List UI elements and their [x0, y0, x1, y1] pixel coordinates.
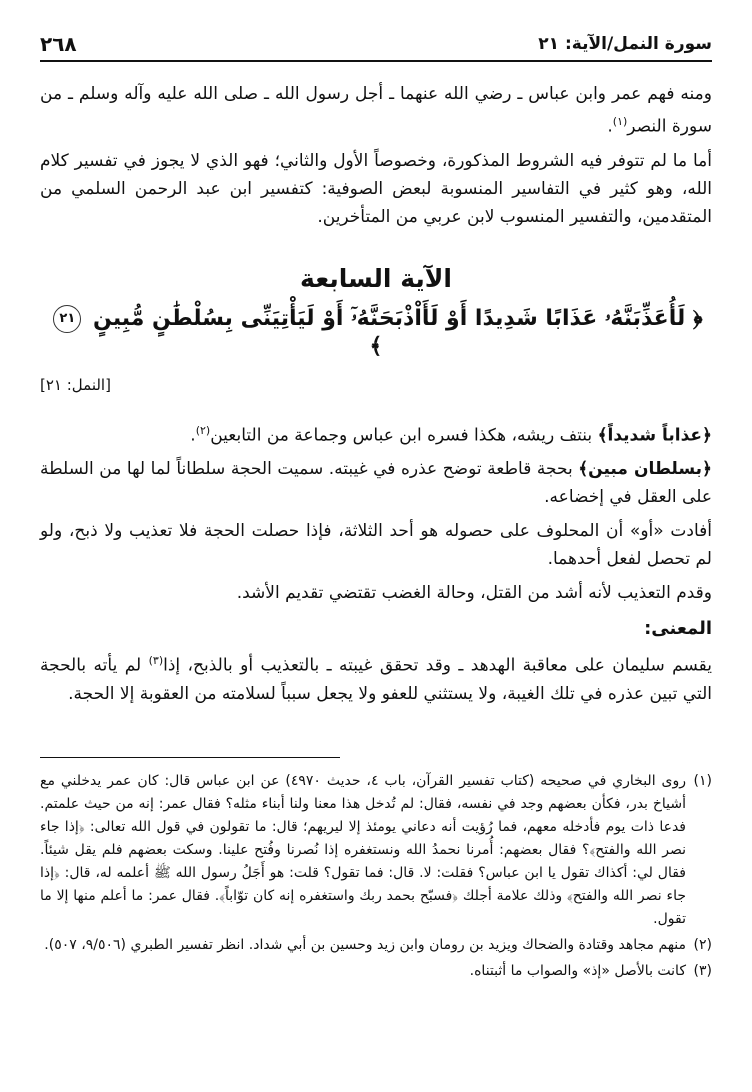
- verse-reference: [النمل: ٢١]: [40, 375, 111, 394]
- header-rule: [40, 60, 712, 62]
- quran-verse: [40, 305, 712, 361]
- page-header: [40, 28, 712, 58]
- footnote-2: [40, 934, 712, 957]
- gloss-2: ﴿بسلطان مبين﴾ بحجة قاطعة توضح عذره في غيبته. سميت الحجة سلطاناً لما لها من السلطة على العقل في إخضاعه.: [40, 459, 712, 508]
- gloss-1: ﴿عذاباً شديداً﴾ بنتف ريشه، هكذا فسره ابن عباس وجماعة من التابعين$^{(٢)}$.: [190, 423, 712, 446]
- running-title: سورة النمل/الآية: ٢١: [538, 34, 712, 54]
- gloss-2-term: ﴿بسلطان مبين﴾: [578, 459, 712, 480]
- footnote-number: (٢): [693, 937, 712, 953]
- intro-paragraph-2: أما ما لم تتوفر فيه الشروط المذكورة، وخصوصاً الأول والثاني؛ فهو الذي لا يجوز في تفسير كلام الله، وهو كثير في التفاسير المنسوبة لبعض الصوفية: كتفسير ابن عبد الرحمن السلمي من المتقدمين، والتفسير المنسوب لابن عربي من المتأخرين.: [40, 150, 712, 227]
- meaning-paragraph: يقسم سليمان على معاقبة الهدهد ـ وقد تحقق غيبته ـ بالتعذيب أو بالذبح، إذا$^{(٣)}$ لم يأته بالحجة التي تبين عذره في تلك الغيبة، ولا يستثني للعفو ولا يجعل سبباً لسلامته من العقوبة إلا الحجة.: [40, 654, 712, 704]
- verse-number-mark: ٢١: [53, 305, 81, 333]
- footnote-number: (٣): [693, 963, 712, 979]
- main-text: [40, 80, 712, 714]
- footnote-ref-1: (١): [612, 115, 628, 128]
- footnote-1: [40, 770, 712, 931]
- footnote-text: روى البخاري في صحيحه (كتاب تفسير القرآن، باب ٤، حديث ٤٩٧٠) عن ابن عباس قال: كان عمر يدخلني مع أشياخ بدر، فكأن بعضهم وجد في نفسه، فقال: لم تُدخل هذا معنا ولنا أبناء مثله؟ فقال عمر: إنه من حيث علمتم. فدعا ذات يوم فأدخله معهم، فما رُؤيت أنه دعاني يومئذ إلا ليريهم؛ قال: ما تقولون في قول الله تعالى: ﴿إذا جاء نصر الله والفتح﴾؟ فقال بعضهم: أُمرنا نحمدُ الله ونستغفره إذا نُصرنا وفُتح علينا. وسكت بعضهم فلم يقل شيئاً. فقال لي: أكذاك تقول يا ابن عباس؟ فقلت: لا. قال: فما تقول؟ قلت: هو أَجَلُ رسول الله ﷺ أعلمه له، قال: ﴿إذا جاء نصر الله والفتح﴾ وذلك علامة أجلك ﴿فسبّح بحمد ربك واستغفره إنه كان توّاباً﴾. فقال عمر: ما أعلم منها إلا ما تقول.: [40, 773, 686, 927]
- paragraph-aw: أفادت «أو» أن المحلوف على حصوله هو أحد الثلاثة، فإذا حصلت الحجة فلا تعذيب ولا ذبح، ولو لم تحصل لفعل أحدهما.: [40, 521, 712, 570]
- footnote-number: (١): [693, 773, 712, 789]
- footnote-3: [40, 960, 712, 983]
- intro-paragraph-1: ومنه فهم عمر وابن عباس ـ رضي الله عنهما ـ أجل رسول الله ـ صلى الله عليه وآله وسلم ـ من سورة النصر$^{(١)}$.: [40, 84, 712, 137]
- verse-close-bracket: ﴾: [369, 333, 383, 359]
- footnote-ref-2: (٢): [195, 423, 211, 437]
- footnote-ref-3: (٣): [148, 654, 164, 668]
- gloss-1-term: ﴿عذاباً شديداً﴾: [597, 425, 712, 446]
- footnote-text: كانت بالأصل «إذ» والصواب ما أثبتناه.: [469, 963, 686, 979]
- footnote-rule: [40, 757, 340, 758]
- paragraph-order: وقدم التعذيب لأنه أشد من القتل، وحالة الغضب تقتضي تقديم الأشد.: [236, 583, 712, 604]
- section-heading: الآية السابعة: [300, 263, 452, 293]
- footnotes: [40, 770, 712, 986]
- verse-text: ﴿ لَأُعَذِّبَنَّهُۥ عَذَابًا شَدِيدًا أَوْ لَأَاْذْبَحَنَّهُۥٓ أَوْ لَيَأْتِيَنِّى بِسُلْطَٰنٍ مُّبِينٍ: [93, 305, 703, 331]
- book-page: [40, 0, 712, 1092]
- meaning-label: المعنى:: [644, 618, 712, 640]
- footnote-text: منهم مجاهد وقتادة والضحاك ويزيد بن رومان وابن زيد وحسين بن أبي شداد. انظر تفسير الطبري (٩/٥٠٦، ٥٠٧).: [44, 937, 686, 953]
- page-number: ٢٦٨: [40, 32, 77, 56]
